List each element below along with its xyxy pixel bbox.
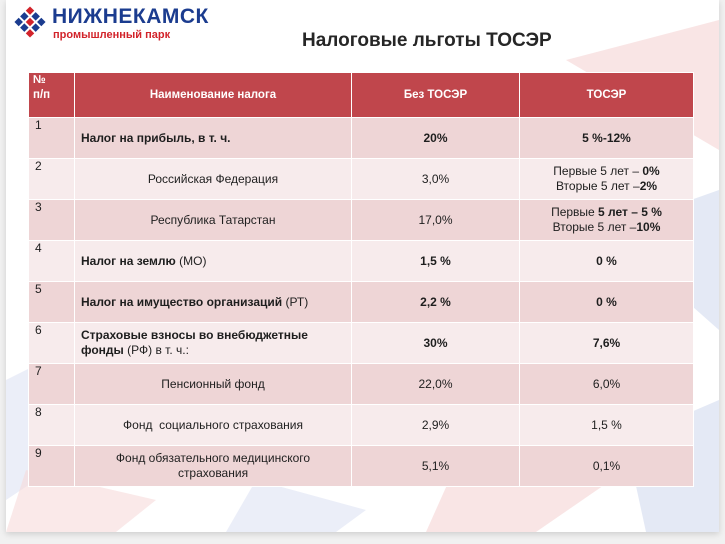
row-num: 2 — [29, 159, 75, 200]
row-with-value: 1,5 % — [520, 405, 694, 446]
row-without-value: 5,1% — [352, 446, 520, 487]
row-tax-name — [75, 446, 352, 487]
tax-name-bold: Налог на имущество организаций — [81, 295, 283, 309]
header-num-line1: № — [33, 74, 46, 86]
table-row — [29, 241, 694, 282]
table-row — [29, 323, 694, 364]
row-without-value: 22,0% — [352, 364, 520, 405]
row-num: 3 — [29, 200, 75, 241]
with-line1 — [526, 164, 687, 179]
with-line2 — [526, 220, 687, 235]
with-line1-bold: 5 лет – 5 % — [598, 205, 662, 219]
row-without-value: 3,0% — [352, 159, 520, 200]
header-tosr: ТОСЭР — [520, 73, 694, 118]
with-line2-text: Вторые 5 лет – — [552, 220, 637, 234]
tax-table — [28, 72, 694, 487]
logo-subtitle: промышленный парк — [53, 29, 171, 41]
row-num: 6 — [29, 323, 75, 364]
row-num: 7 — [29, 364, 75, 405]
page-title: Налоговые льготы ТОСЭР — [302, 30, 552, 51]
table-row — [29, 364, 694, 405]
with-line1-bold: 0% — [642, 164, 660, 178]
table-header-row — [29, 73, 694, 118]
logo-name: НИЖНЕКАМСК — [52, 5, 209, 28]
row-num: 4 — [29, 241, 75, 282]
table-row — [29, 405, 694, 446]
tax-name-suffix: (РТ) — [282, 295, 309, 309]
slide — [6, 0, 719, 532]
row-num: 8 — [29, 405, 75, 446]
tax-name-line2 — [81, 343, 345, 358]
row-with-value: 7,6% — [520, 323, 694, 364]
header-num-line2: п/п — [33, 89, 51, 101]
with-line1-text: Первые — [551, 205, 599, 219]
header-tax-name: Наименование налога — [75, 73, 352, 118]
row-tax-name: Республика Татарстан — [75, 200, 352, 241]
tax-name-line2-suffix: (РФ) в т. ч.: — [123, 343, 189, 357]
with-line2 — [526, 179, 687, 194]
row-without-value: 30% — [352, 323, 520, 364]
row-with-value: 5 %-12% — [520, 118, 694, 159]
table-row — [29, 200, 694, 241]
with-line2-bold: 2% — [639, 179, 658, 193]
row-tax-name: Пенсионный фонд — [75, 364, 352, 405]
row-num: 9 — [29, 446, 75, 487]
header-num — [29, 73, 75, 118]
row-without-value: 2,2 % — [352, 282, 520, 323]
row-without-value: 1,5 % — [352, 241, 520, 282]
with-line2-text: Вторые 5 лет – — [555, 179, 640, 193]
row-num: 5 — [29, 282, 75, 323]
table-row — [29, 118, 694, 159]
row-without-value: 2,9% — [352, 405, 520, 446]
row-tax-name — [75, 282, 352, 323]
row-with-value: 0 % — [520, 241, 694, 282]
tax-name-line2: страхования — [177, 466, 249, 480]
row-with-value — [520, 200, 694, 241]
row-num: 1 — [29, 118, 75, 159]
row-tax-name: Налог на прибыль, в т. ч. — [75, 118, 352, 159]
row-without-value: 20% — [352, 118, 520, 159]
table-row — [29, 159, 694, 200]
row-without-value: 17,0% — [352, 200, 520, 241]
row-with-value — [520, 159, 694, 200]
tax-name-line1: Страховые взносы во внебюджетные — [81, 328, 308, 342]
table-row — [29, 282, 694, 323]
row-tax-name — [75, 241, 352, 282]
tax-name-line2-bold: фонды — [81, 343, 124, 357]
row-tax-name: Российская Федерация — [75, 159, 352, 200]
logo-diamond-icon — [12, 4, 48, 40]
row-with-value: 0 % — [520, 282, 694, 323]
with-line2-bold: 10% — [636, 220, 661, 234]
row-tax-name — [75, 323, 352, 364]
tax-name-bold: Налог на землю — [81, 254, 176, 268]
row-with-value: 0,1% — [520, 446, 694, 487]
row-with-value: 6,0% — [520, 364, 694, 405]
with-line1 — [526, 205, 687, 220]
table-row — [29, 446, 694, 487]
header-without-tosr: Без ТОСЭР — [352, 73, 520, 118]
tax-name-suffix: (МО) — [175, 254, 207, 268]
row-tax-name: Фонд социального страхования — [75, 405, 352, 446]
with-line1-text: Первые 5 лет – — [553, 164, 643, 178]
tax-name-line1: Фонд обязательного медицинского — [115, 451, 311, 465]
